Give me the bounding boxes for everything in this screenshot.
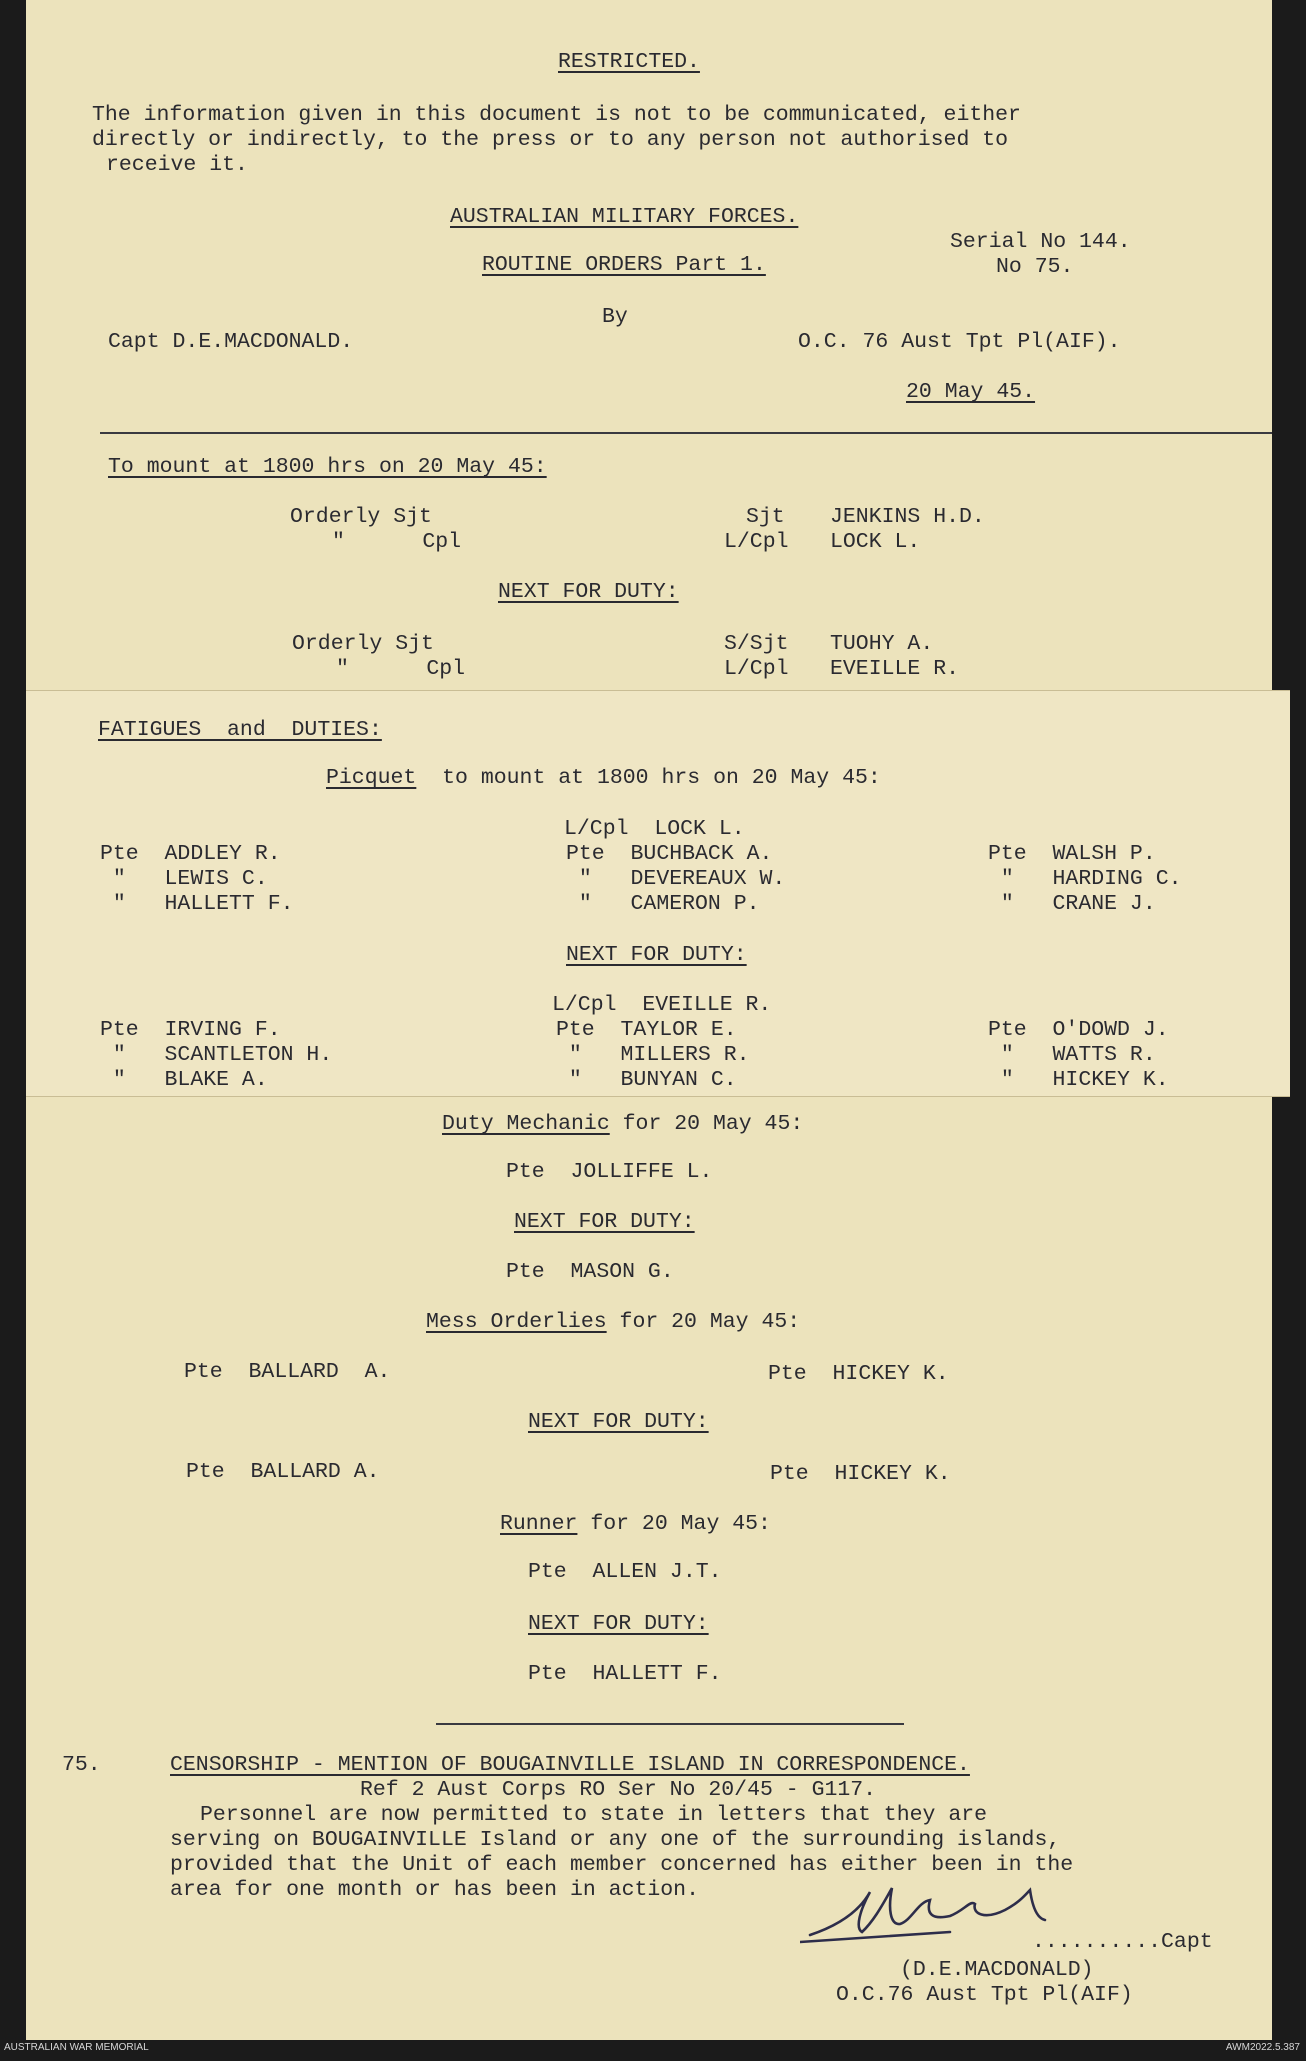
picquet-label: Picquet bbox=[326, 766, 417, 790]
runner-name: Pte ALLEN J.T. bbox=[528, 1560, 722, 1584]
mount-role-1: Orderly Sjt bbox=[290, 505, 432, 529]
item-number: 75. bbox=[62, 1753, 101, 1777]
signature-name: (D.E.MACDONALD) bbox=[900, 1958, 1094, 1982]
orders-title: ROUTINE ORDERS Part 1. bbox=[482, 253, 766, 277]
unit-name: O.C. 76 Aust Tpt Pl(AIF). bbox=[798, 330, 1121, 354]
picquet-right-3: " CRANE J. bbox=[988, 892, 1156, 916]
picquet-next-left-1: Pte IRVING F. bbox=[100, 1018, 281, 1042]
mount-role-2: " Cpl bbox=[332, 530, 462, 554]
footer-left: AUSTRALIAN WAR MEMORIAL bbox=[4, 2042, 149, 2053]
mechanic-label: Duty Mechanic bbox=[442, 1112, 610, 1136]
picquet-mid-1: Pte BUCHBACK A. bbox=[566, 842, 773, 866]
mount-rank-2: L/Cpl bbox=[724, 530, 789, 554]
footer-right: AWM2022.5.387 bbox=[1225, 2042, 1300, 2053]
mount-next-name-1: TUOHY A. bbox=[830, 632, 934, 656]
mount-rank-1: Sjt bbox=[746, 505, 785, 529]
picquet-lcpl: L/Cpl LOCK L. bbox=[564, 817, 745, 841]
picquet-right-1: Pte WALSH P. bbox=[988, 842, 1156, 866]
item-ref: Ref 2 Aust Corps RO Ser No 20/45 - G117. bbox=[360, 1778, 877, 1802]
item-title: CENSORSHIP - MENTION OF BOUGAINVILLE ISLAND IN CORRESPONDENCE. bbox=[170, 1753, 970, 1777]
picquet-rest: to mount at 1800 hrs on 20 May 45: bbox=[416, 766, 881, 790]
mess-left: Pte BALLARD A. bbox=[184, 1360, 391, 1384]
picquet-left-1: Pte ADDLEY R. bbox=[100, 842, 281, 866]
item-body-4: area for one month or has been in action. bbox=[170, 1878, 699, 1902]
section-rule bbox=[436, 1723, 904, 1725]
picquet-line bbox=[326, 766, 881, 791]
mechanic-name: Pte JOLLIFFE L. bbox=[506, 1160, 713, 1184]
runner-rest: for 20 May 45: bbox=[577, 1512, 771, 1536]
restricted-label: RESTRICTED. bbox=[558, 50, 700, 74]
mess-rest: for 20 May 45: bbox=[606, 1310, 801, 1334]
picquet-next-mid-2: " MILLERS R. bbox=[556, 1043, 750, 1067]
mount-heading: To mount at 1800 hrs on 20 May 45: bbox=[108, 455, 547, 479]
mount-name-2: LOCK L. bbox=[830, 530, 921, 554]
picquet-next-right-2: " WATTS R. bbox=[988, 1043, 1156, 1067]
item-body-1: Personnel are now permitted to state in letters that they are bbox=[200, 1803, 988, 1827]
picquet-next-heading: NEXT FOR DUTY: bbox=[566, 943, 747, 967]
runner-next-heading: NEXT FOR DUTY: bbox=[528, 1612, 709, 1636]
picquet-next-mid-1: Pte TAYLOR E. bbox=[556, 1018, 737, 1042]
captain-name: Capt D.E.MACDONALD. bbox=[108, 330, 354, 354]
picquet-next-right-1: Pte O'DOWD J. bbox=[988, 1018, 1169, 1042]
mount-next-rank-1: S/Sjt bbox=[724, 632, 789, 656]
picquet-mid-3: " CAMERON P. bbox=[566, 892, 760, 916]
picquet-right-2: " HARDING C. bbox=[988, 867, 1182, 891]
mount-next-heading: NEXT FOR DUTY: bbox=[498, 580, 679, 604]
mess-label: Mess Orderlies bbox=[426, 1310, 607, 1334]
fatigues-heading: FATIGUES and DUTIES: bbox=[98, 718, 382, 742]
picquet-next-mid-3: " BUNYAN C. bbox=[556, 1068, 737, 1092]
forces-title: AUSTRALIAN MILITARY FORCES. bbox=[450, 205, 799, 229]
mount-next-name-2: EVEILLE R. bbox=[830, 657, 960, 681]
signature-unit: O.C.76 Aust Tpt Pl(AIF) bbox=[836, 1983, 1133, 2007]
notice-line-2: directly or indirectly, to the press or to any person not authorised to bbox=[92, 128, 1009, 152]
mess-next-right: Pte HICKEY K. bbox=[770, 1462, 951, 1486]
signature-dots: ..........Capt bbox=[1032, 1930, 1213, 1954]
runner-label: Runner bbox=[500, 1512, 578, 1536]
picquet-left-3: " HALLETT F. bbox=[100, 892, 294, 916]
item-body-3: provided that the Unit of each member concerned has either been in the bbox=[170, 1853, 1074, 1877]
mount-next-role-2: " Cpl bbox=[336, 657, 466, 681]
order-date: 20 May 45. bbox=[906, 380, 1036, 404]
by-label: By bbox=[602, 305, 628, 329]
mechanic-next-heading: NEXT FOR DUTY: bbox=[514, 1210, 695, 1234]
mess-next-left: Pte BALLARD A. bbox=[186, 1460, 380, 1484]
picquet-next-left-3: " BLAKE A. bbox=[100, 1068, 268, 1092]
picquet-left-2: " LEWIS C. bbox=[100, 867, 268, 891]
picquet-next-lcpl: L/Cpl EVEILLE R. bbox=[552, 993, 772, 1017]
mechanic-rest: for 20 May 45: bbox=[609, 1112, 804, 1136]
notice-line-1: The information given in this document is not to be communicated, either bbox=[92, 103, 1021, 127]
picquet-next-right-3: " HICKEY K. bbox=[988, 1068, 1169, 1092]
runner-next-name: Pte HALLETT F. bbox=[528, 1662, 722, 1686]
mount-next-rank-2: L/Cpl bbox=[724, 657, 789, 681]
notice-line-3: receive it. bbox=[106, 153, 248, 177]
runner-line bbox=[500, 1512, 771, 1537]
item-body-2: serving on BOUGAINVILLE Island or any one of the surrounding islands, bbox=[170, 1828, 1061, 1852]
picquet-mid-2: " DEVEREAUX W. bbox=[566, 867, 786, 891]
mechanic-next-name: Pte MASON G. bbox=[506, 1260, 674, 1284]
mess-next-heading: NEXT FOR DUTY: bbox=[528, 1410, 709, 1434]
mess-line bbox=[426, 1310, 800, 1335]
picquet-next-left-2: " SCANTLETON H. bbox=[100, 1043, 333, 1067]
mount-name-1: JENKINS H.D. bbox=[830, 505, 985, 529]
mount-next-role-1: Orderly Sjt bbox=[292, 632, 434, 656]
header-rule bbox=[100, 432, 1272, 434]
mechanic-line bbox=[442, 1112, 803, 1137]
mess-right: Pte HICKEY K. bbox=[768, 1362, 949, 1386]
serial-number: Serial No 144. bbox=[950, 230, 1131, 254]
order-number: No 75. bbox=[996, 255, 1074, 279]
